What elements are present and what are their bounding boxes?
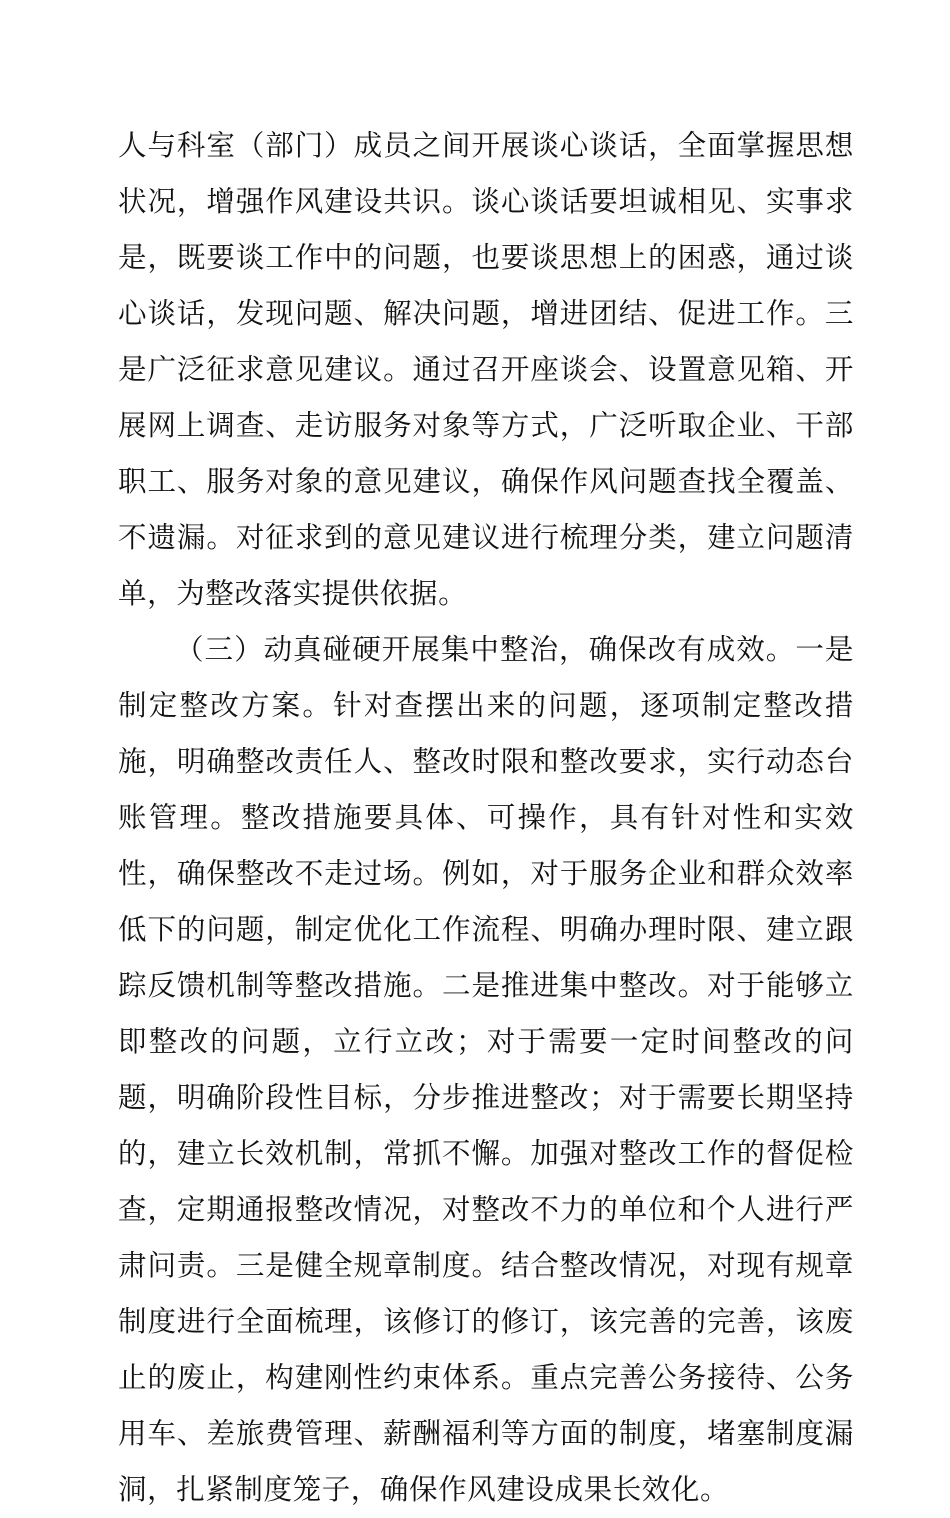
paragraph-2: （三）动真碰硬开展集中整治，确保改有成效。一是制定整改方案。针对查摆出来的问题，逐项制定整改措施，明确整改责任人、整改时限和整改要求，实行动态台账管理。整改措施要具体、可操作，具有针对性和实效性，确保整改不走过场。例如，对于服务企业和群众效率低下的问题，制定优化工作流程、明确办理时限、建立跟踪反馈机制等整改措施。二是推进集中整改。对于能够立即整改的问题，立行立改；对于需要一定时间整改的问题，明确阶段性目标，分步推进整改；对于需要长期坚持的，建立长效机制，常抓不懈。加强对整改工作的督促检查，定期通报整改情况，对整改不力的单位和个人进行严肃问责。三是健全规章制度。结合整改情况，对现有规章制度进行全面梳理，该修订的修订，该完善的完善，该废止的废止，构建刚性约束体系。重点完善公务接待、公务用车、差旅费管理、薪酬福利等方面的制度，堵塞制度漏洞，扎紧制度笼子，确保作风建设成果长效化。 — [118, 633, 854, 1506]
document-body — [118, 118, 854, 1518]
paragraph-1: 人与科室（部门）成员之间开展谈心谈话，全面掌握思想状况，增强作风建设共识。谈心谈话要坦诚相见、实事求是，既要谈工作中的问题，也要谈思想上的困惑，通过谈心谈话，发现问题、解决问题，增进团结、促进工作。三是广泛征求意见建议。通过召开座谈会、设置意见箱、开展网上调查、走访服务对象等方式，广泛听取企业、干部职工、服务对象的意见建议，确保作风问题查找全覆盖、不遗漏。对征求到的意见建议进行梳理分类，建立问题清单，为整改落实提供依据。 — [118, 129, 854, 610]
